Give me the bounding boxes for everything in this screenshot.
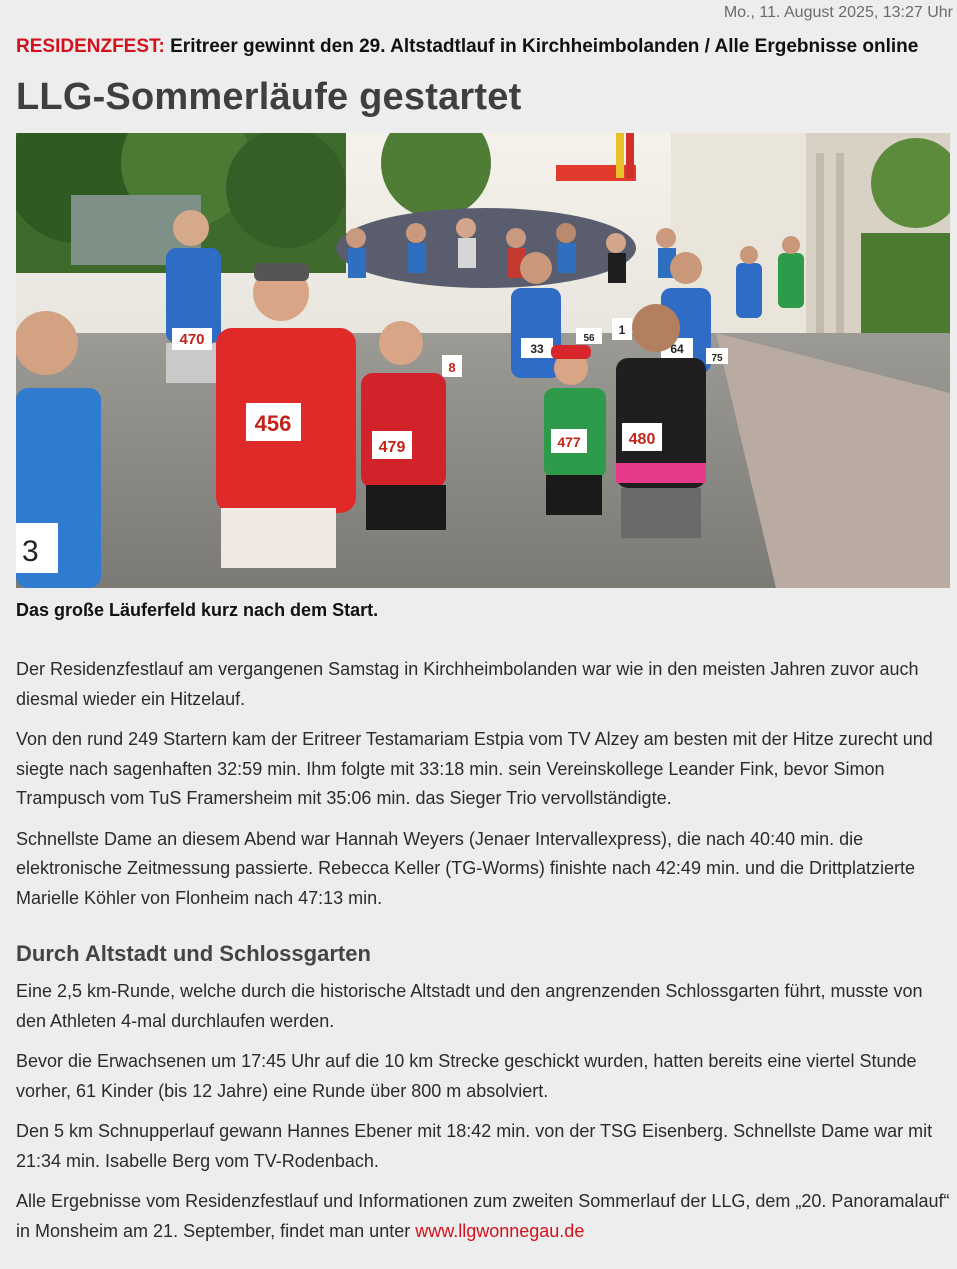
runners-photo-illustration	[16, 133, 950, 588]
results-link[interactable]: www.llgwonnegau.de	[415, 1220, 585, 1241]
bib-480: 480	[628, 431, 656, 448]
article-kicker	[16, 36, 951, 58]
bib-456: 456	[254, 411, 292, 436]
article-photo	[16, 133, 950, 588]
section-heading: Durch Altstadt und Schlossgarten	[16, 941, 371, 966]
article-paragraph: Von den rund 249 Startern kam der Eritreer Testamariam Estpia vom TV Alzey am besten mit der Hitze zurecht und siegte nach sagenhaften 32:59 min. Ihm folgte mit 33:18 min. sein Vereinskollege Leander Fink, bevor Simon Trampusch vom TuS Framersheim mit 35:06 min. das Sieger Trio vervollständigte.	[16, 729, 933, 808]
bib-33: 33	[530, 342, 544, 356]
kicker-text: Eritreer gewinnt den 29. Altstadtlauf in Kirchheimbolanden / Alle Ergebnisse online	[164, 36, 919, 57]
bib-3: 3	[22, 535, 39, 568]
bib-470: 470	[179, 331, 205, 348]
bib-75: 75	[711, 353, 723, 364]
article-paragraph: Den 5 km Schnupperlauf gewann Hannes Ebener mit 18:42 min. von der TSG Eisenberg. Schnellste Dame war mit 21:34 min. Isabelle Berg vom TV-Rodenbach.	[16, 1121, 933, 1171]
kicker-tag: RESIDENZFEST:	[16, 36, 165, 57]
article-paragraph: Eine 2,5 km-Runde, welche durch die historische Altstadt und den angrenzenden Schlossgarten führt, musste von den Athleten 4-mal durchlaufen werden.	[16, 981, 923, 1031]
article-paragraph: Der Residenzfestlauf am vergangenen Samstag in Kirchheimbolanden war wie in den meisten Jahren zuvor auch diesmal wieder ein Hitzelauf.	[16, 659, 919, 709]
bib-479: 479	[378, 439, 406, 456]
bib-477: 477	[557, 434, 581, 450]
publish-date: Mo., 11. August 2025, 13:27 Uhr	[723, 4, 953, 21]
article-paragraph-text: Alle Ergebnisse vom Residenzfestlauf und Informationen zum zweiten Sommerlauf der LLG, dem „20. Panoramalauf“ in Monsheim am 21. September, findet man unter	[16, 1191, 950, 1241]
bib-1: 1	[618, 323, 626, 337]
bib-56: 56	[583, 333, 595, 344]
article-paragraph: Schnellste Dame an diesem Abend war Hannah Weyers (Jenaer Intervallexpress), die nach 40:40 min. die elektronische Zeitmessung passierte. Rebecca Keller (TG-Worms) finishte nach 42:49 min. und die Drittplatzierte Marielle Köhler von Flonheim nach 47:13 min.	[16, 828, 916, 908]
article-paragraph: Bevor die Erwachsenen um 17:45 Uhr auf die 10 km Strecke geschickt wurden, hatten bereits eine viertel Stunde vorher, 61 Kinder (bis 12 Jahre) eine Runde über 800 m absolviert.	[16, 1051, 917, 1101]
bib-8: 8	[448, 360, 456, 375]
page-title: LLG-Sommerläufe gestartet	[16, 76, 522, 118]
article-paragraph	[16, 1187, 951, 1246]
article-body	[16, 655, 951, 1257]
photo-caption: Das große Läuferfeld kurz nach dem Start.	[16, 600, 379, 620]
bib-64: 64	[670, 342, 684, 356]
